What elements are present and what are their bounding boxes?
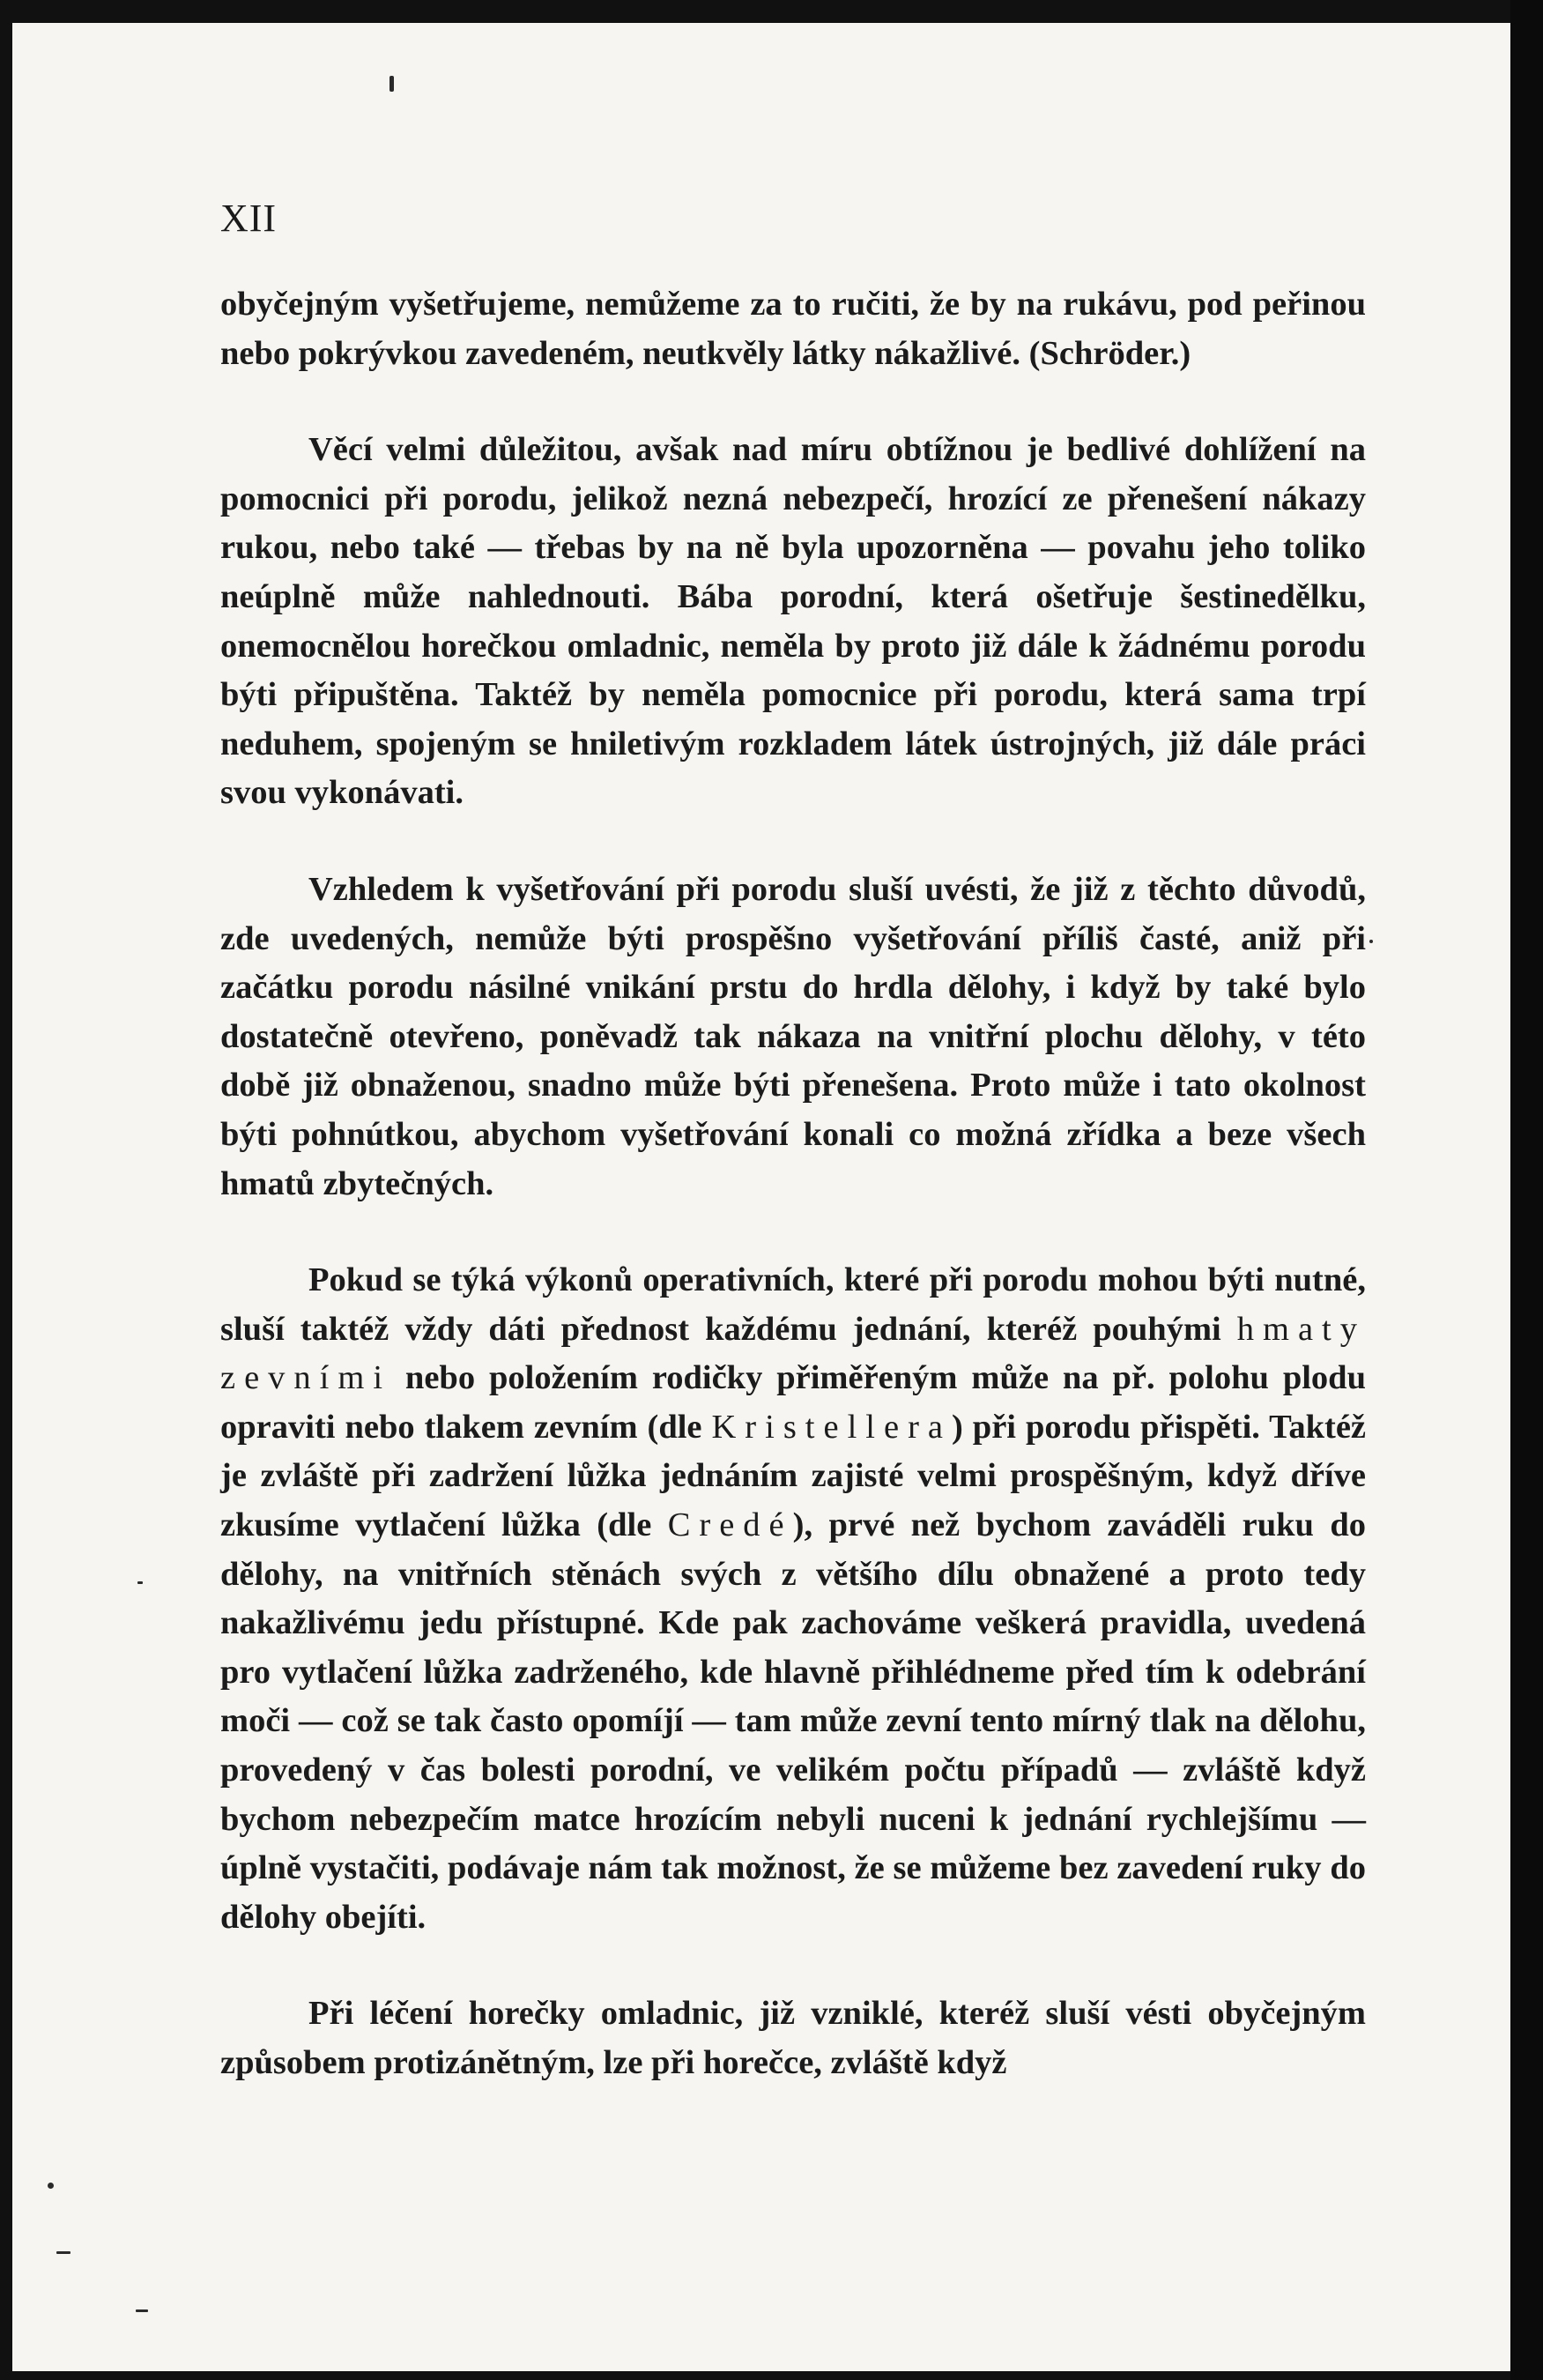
paragraph-4-text-a: Pokud se týká výkonů operativních, které při porodu mohou býti nutné, sluší taktéž vždy dáti přednost každému jednání, kteréž pouhými (220, 1261, 1366, 1348)
paragraph-5-text: Při léčení horečky omladnic, již vzniklé, kteréž sluší vésti obyčejným způsobem protizánětným, lze při horečce, zvláště když (220, 1995, 1366, 2081)
paragraph-3-text: Vzhledem k vyšetřování při porodu sluší uvésti, že již z těchto důvodů, zde uvedených, nemůže býti prospěšno vyšetřování příliš časté, aniž při začátku porodu násilné vnikání prstu do hrdla dělohy, i když by také bylo dostatečně otevřeno, poněvadž tak nákaza na vnitřní plochu dělohy, v této době již obnaženou, snadno může býti přenešena. Proto může i tato okolnost býti pohnútkou, abychom vyšetřování konali co možná zřídka a beze všech hmatů zbytečných. (220, 870, 1366, 1202)
paragraph-1 (220, 280, 1366, 378)
emphasis-crede: Credé (667, 1506, 793, 1544)
emphasis-hmaty-zevnimi: hmaty zevními (220, 1310, 1366, 1397)
paragraph-3 (220, 866, 1366, 1209)
scan-speck (136, 2309, 148, 2312)
scan-speck (137, 1581, 143, 1584)
scan-edge-shadow (1510, 0, 1543, 2380)
scan-speck (389, 76, 394, 92)
paragraph-4-text-c: ) při porodu přispěti. Taktéž je zvláště při zadržení lůžka jednáním zajisté velmi prospěšným, když dříve zkusíme vytlačení lůžka (dle (220, 1408, 1366, 1544)
paragraph-4-text-d: ), prvé než bychom zaváděli ruku do dělohy, na vnitřních stěnách svých z většího dílu obnažené a proto tedy nakažlivému jedu přístupné. Kde pak zachováme veškerá pravidla, uvedená pro vytlačení lůžka zadrženého, kde hlavně přihlédneme před tím k odebrání moči — což se tak často opomíjí — tam může zevní tento mírný tlak na dělohu, provedený v čas bolesti porodní, ve velikém počtu případů — zvláště když bychom nebezpečím matce hrozícím nebyli nuceni k jednání rychlejšímu — úplně vystačiti, podávaje nám tak možnost, že se můžeme bez zavedení ruky do dělohy obejíti. (220, 1506, 1366, 1936)
paragraph-4 (220, 1256, 1366, 1942)
paragraph-5 (220, 1990, 1366, 2087)
body-text (220, 280, 1366, 2088)
paragraph-4-text-b: nebo položením rodičky přiměřeným může na př. polohu plodu opraviti nebo tlakem zevním (dle (220, 1359, 1366, 1446)
scan-speck (48, 2183, 54, 2189)
paragraph-1-text: obyčejným vyšetřujeme, nemůžeme za to ručiti, že by na rukávu, pod peřinou nebo pokrývkou zavedeném, neutkvěly látky nákažlivé. (Schröder.) (220, 286, 1366, 372)
scan-speck (56, 2251, 70, 2254)
paragraph-2-text: Věcí velmi důležitou, avšak nad míru obtížnou je bedlivé dohlížení na pomocnici při porodu, jelikož nezná nebezpečí, hrozící ze přenešení nákazy rukou, nebo také — třebas by na ně byla upozorněna — povahu jeho toliko neúplně může nahlednouti. Bába porodní, která ošetřuje šestinedělku, onemocnělou horečkou omladnic, neměla by proto již dále k žádnému porodu býti připuštěna. Taktéž by neměla pomocnice při porodu, která sama trpí neduhem, spojeným se hniletivým rozkladem látek ústrojných, již dále práci svou vykonávati. (220, 431, 1366, 812)
scan-speck (1369, 940, 1373, 943)
page-number: XII (220, 197, 278, 240)
emphasis-kristellera: Kristellera (711, 1408, 952, 1446)
paragraph-2 (220, 426, 1366, 818)
book-page (12, 23, 1510, 2371)
